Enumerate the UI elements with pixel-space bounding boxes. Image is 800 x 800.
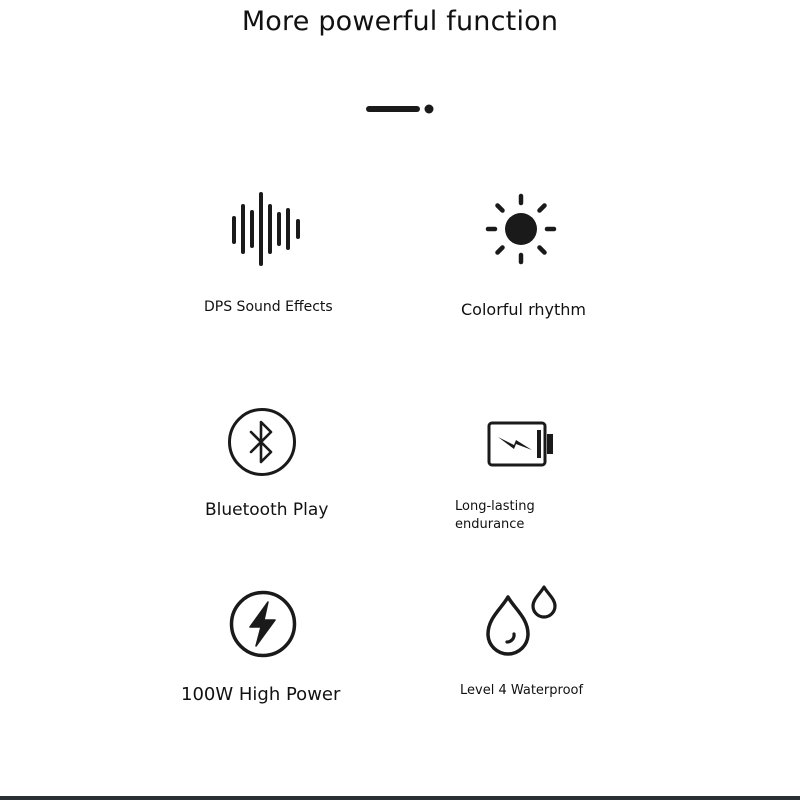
sun-icon [484, 192, 558, 266]
feature-label-line2: endurance [455, 517, 525, 532]
battery-charging-icon [486, 420, 556, 468]
feature-label: Level 4 Waterproof [460, 683, 584, 698]
page-title: More powerful function [241, 6, 559, 37]
sound-wave-icon [228, 190, 308, 268]
bottom-border [0, 796, 800, 800]
title-underline-decoration [365, 103, 437, 115]
feature-label: Colorful rhythm [461, 300, 586, 319]
feature-label-line1: Long-lasting [455, 499, 535, 514]
feature-label: Bluetooth Play [205, 500, 329, 520]
lightning-bolt-icon [228, 589, 298, 659]
feature-label: 100W High Power [181, 684, 341, 705]
bluetooth-icon [226, 406, 298, 478]
water-drops-icon [484, 584, 560, 660]
feature-label: DPS Sound Effects [204, 299, 333, 315]
